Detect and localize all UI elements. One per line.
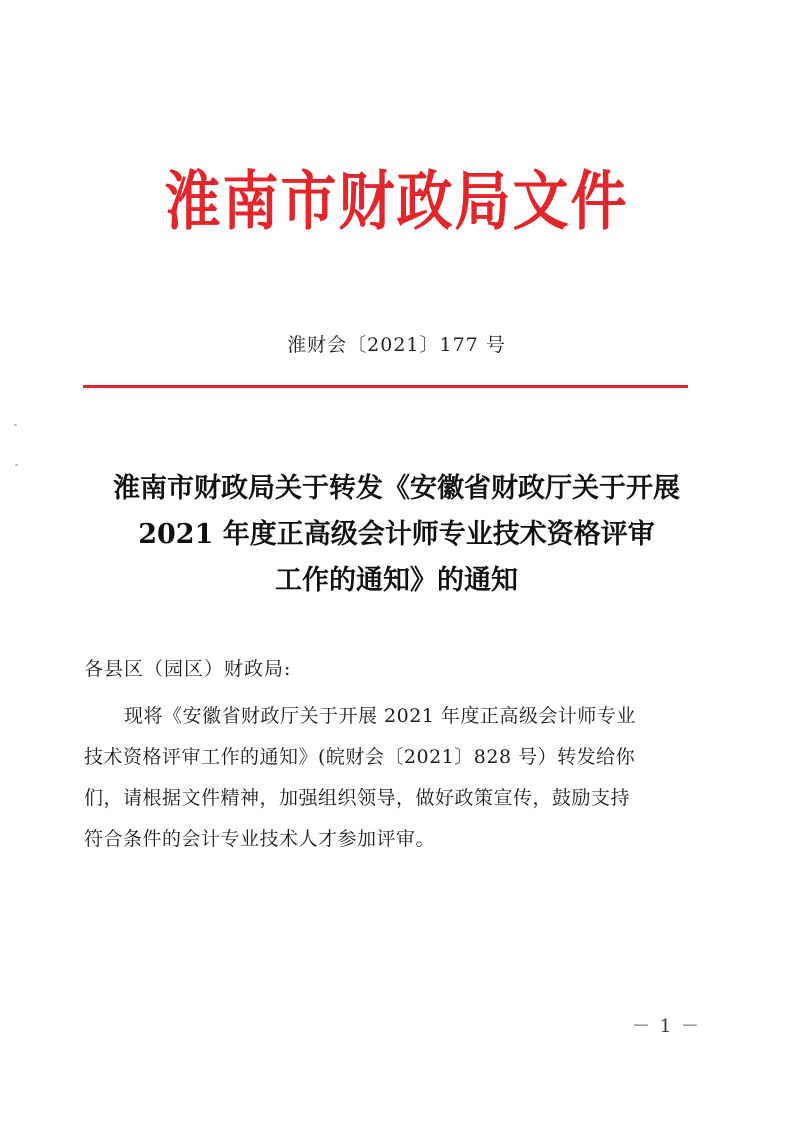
scan-speck — [14, 424, 17, 426]
scan-speck — [15, 464, 18, 466]
notice-title-line: 工作的通知》的通知 — [275, 565, 518, 596]
body-paragraph — [84, 696, 709, 860]
notice-title-line: 2021 年度正高级会计师专业技术资格评审 — [138, 519, 655, 550]
body-line: 技术资格评审工作的通知》(皖财会〔2021〕828 号）转发给你 — [84, 746, 636, 768]
document-number: 淮财会〔2021〕177 号 — [287, 334, 506, 356]
red-separator-rule — [83, 385, 688, 388]
notice-title — [70, 466, 723, 604]
document-header-title: 淮南市财政局文件 — [164, 165, 629, 240]
page-number: － 1 － — [632, 1016, 701, 1037]
addressee-line: 各县区（园区）财政局: — [84, 658, 292, 680]
body-line: 们，请根据文件精神，加强组织领导，做好政策宣传，鼓励支持 — [84, 787, 631, 809]
notice-title-line: 淮南市财政局关于转发《安徽省财政厅关于开展 — [113, 473, 680, 504]
body-line: 现将《安徽省财政厅关于开展 2021 年度正高级会计师专业 — [124, 705, 636, 727]
body-line: 符合条件的会计专业技术人才参加评审。 — [84, 828, 436, 850]
